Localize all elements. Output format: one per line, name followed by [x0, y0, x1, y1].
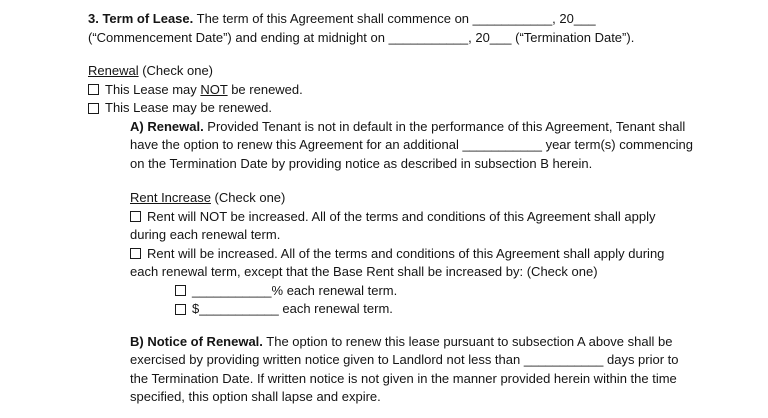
option-rent-not-increased-line-1 [130, 208, 708, 227]
option-lease-not-renewed-text-post: be renewed. [227, 81, 303, 97]
option-percent-increase [175, 282, 708, 301]
percent-increase-checkbox[interactable] [175, 285, 186, 296]
rent-increase-heading-title: Rent Increase [130, 190, 211, 205]
option-lease-renewed [88, 99, 708, 118]
rent-increase-sub-options [175, 282, 708, 319]
dollar-increase-checkbox[interactable] [175, 304, 186, 315]
subsection-a-renewal [130, 118, 708, 174]
rent-increase-section [130, 189, 708, 319]
rent-increase-heading-suffix: (Check one) [210, 190, 286, 205]
subsection-b-line-3: the Termination Date. If written notice is not given in the manner provided herein within the time [130, 370, 677, 386]
option-dollar-increase-text: $___________ each renewal term. [192, 301, 393, 316]
term-section-title: 3. Term of Lease. [88, 11, 194, 26]
option-percent-increase-text: ___________% each renewal term. [192, 282, 398, 298]
option-rent-increased-line-1 [130, 245, 708, 264]
option-rent-not-increased-line-2: during each renewal term. [130, 227, 281, 242]
subsection-b-line-1 [130, 333, 708, 352]
rent-increase-heading [130, 189, 708, 208]
rent-not-increased-checkbox[interactable] [130, 211, 141, 222]
subsection-b-title: B) Notice of Renewal. [130, 333, 263, 349]
option-lease-not-renewed-text-pre: This Lease may [105, 81, 201, 97]
term-line-2 [88, 29, 708, 48]
subsection-b-line-1-text: The option to renew this lease pursuant to subsection A above shall be [262, 333, 673, 349]
subsection-a-line-1-text: Provided Tenant is not in default in the performance of this Agreement, Tenant shall [203, 118, 686, 134]
option-dollar-increase [175, 300, 708, 319]
rent-increased-checkbox[interactable] [130, 248, 141, 259]
renewal-heading [88, 62, 708, 81]
lease-renewed-checkbox[interactable] [88, 103, 99, 114]
option-lease-not-renewed-emphasis: NOT [200, 81, 228, 97]
option-lease-not-renewed [88, 81, 708, 100]
renewal-heading-suffix: (Check one) [138, 63, 214, 78]
term-line-1 [88, 10, 708, 29]
subsection-b-notice-of-renewal [130, 333, 708, 407]
term-of-lease-paragraph [88, 10, 708, 47]
option-lease-renewed-text: This Lease may be renewed. [105, 100, 272, 115]
renewal-section [88, 62, 708, 118]
renewal-heading-title: Renewal [88, 63, 139, 78]
subsection-b-line-4: specified, this option shall lapse and expire. [130, 389, 381, 404]
subsection-b-line-2: exercised by providing written notice given to Landlord not less than ___________ days prior to [130, 352, 679, 367]
term-line-2-text: (“Commencement Date”) and ending at midnight on ___________, 20___ (“Termination Date”). [88, 29, 635, 45]
lease-not-renewed-checkbox[interactable] [88, 84, 99, 95]
subsection-a-title: A) Renewal. [130, 118, 204, 134]
subsection-a-line-2: have the option to renew this Agreement for an additional ___________ year term(s) commencing [130, 137, 693, 152]
option-rent-increased-line-2: each renewal term, except that the Base Rent shall be increased by: (Check one) [130, 264, 598, 279]
subsection-a-line-1 [130, 118, 708, 137]
subsection-a-line-3: on the Termination Date by providing notice as described in subsection B herein. [130, 155, 593, 171]
option-rent-increased-text: Rent will be increased. All of the terms and conditions of this Agreement shall apply during [147, 245, 665, 261]
term-line-1-text: The term of this Agreement shall commence on ___________, 20___ [193, 11, 596, 26]
option-rent-not-increased-text: Rent will NOT be increased. All of the terms and conditions of this Agreement shall apply [147, 208, 656, 224]
